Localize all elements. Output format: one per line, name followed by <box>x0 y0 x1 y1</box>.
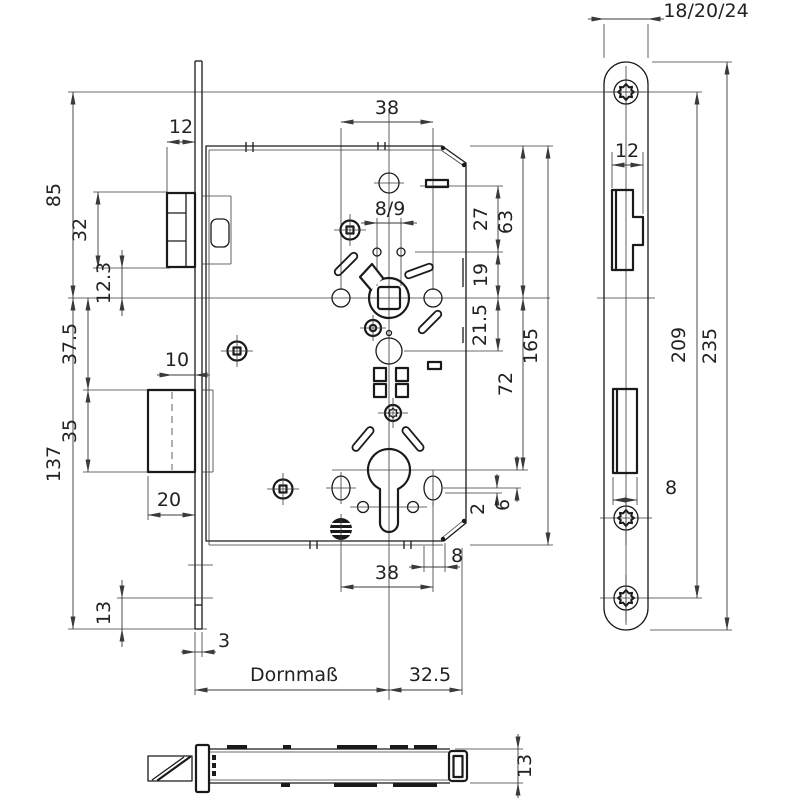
dim-20 <box>148 489 195 515</box>
dim-19 <box>470 252 498 298</box>
dim-12-latch <box>167 116 195 142</box>
faceplate-screw-mid <box>614 495 638 545</box>
dim-235 <box>699 62 727 630</box>
bolt-cutout <box>613 389 637 473</box>
adjust-screw <box>360 315 386 341</box>
dim-13-front <box>93 580 122 647</box>
dim-3 <box>181 630 230 652</box>
dim-label-13-side: 13 <box>514 753 536 779</box>
dim-label-18-20-24: 18/20/24 <box>663 0 749 22</box>
dim-label-27: 27 <box>470 206 492 232</box>
torx-screw-mid <box>378 398 408 428</box>
dim-label-63: 63 <box>495 209 517 235</box>
faceplate-dimensions <box>588 0 749 630</box>
dim-label-12-3: 12.3 <box>93 261 115 305</box>
dim-label-235: 235 <box>699 327 721 365</box>
dim-21-5 <box>469 298 498 351</box>
dim-165 <box>520 146 548 545</box>
springs <box>333 251 442 452</box>
dim-label-21-5: 21.5 <box>469 303 491 347</box>
dim-72 <box>495 298 523 470</box>
latch-bolt <box>167 193 231 267</box>
euro-cylinder-hole <box>326 449 442 545</box>
dim-6 <box>492 456 517 511</box>
dim-label-13-front: 13 <box>93 600 115 626</box>
dim-label-10: 10 <box>164 349 190 371</box>
dim-label-12-cutout: 12 <box>614 140 640 162</box>
dim-12-3 <box>93 250 122 316</box>
dim-label-8-9: 8/9 <box>374 198 406 220</box>
dim-label-35: 35 <box>59 418 81 444</box>
dim-label-12-latch: 12 <box>168 116 194 138</box>
dim-18-20-24 <box>588 0 749 22</box>
faceplate-screw-top <box>606 80 646 104</box>
dim-label-38-top: 38 <box>374 97 400 119</box>
dim-label-37-5: 37.5 <box>59 322 81 366</box>
dim-label-dornmass: Dornmaß <box>250 664 338 686</box>
side-latch-bolt <box>148 756 192 781</box>
case-screw-bottom-left <box>267 473 299 505</box>
case-tab <box>426 180 448 187</box>
dim-dornmass <box>195 664 389 690</box>
dim-label-3: 3 <box>217 630 231 652</box>
dim-27 <box>470 186 498 252</box>
dim-209 <box>668 92 697 598</box>
dim-label-2: 2 <box>467 502 489 516</box>
dim-label-165: 165 <box>520 327 542 365</box>
faceplate-screw-bottom <box>614 575 638 622</box>
dim-label-19: 19 <box>470 262 492 288</box>
latch-cutout <box>612 190 643 270</box>
case-screw-top <box>334 214 366 246</box>
front-dimensions <box>43 92 548 690</box>
dim-label-6: 6 <box>492 498 514 512</box>
dim-85 <box>43 92 73 298</box>
dim-label-32: 32 <box>69 217 91 243</box>
dim-32-5 <box>389 664 462 690</box>
side-case <box>209 745 467 787</box>
dim-label-137: 137 <box>43 445 65 483</box>
dim-label-209: 209 <box>668 326 690 364</box>
dim-63 <box>495 146 523 298</box>
dim-label-20: 20 <box>156 489 182 511</box>
case-screw-lower-left <box>221 335 253 367</box>
dim-label-32-5: 32.5 <box>408 664 452 686</box>
front-view <box>43 61 702 700</box>
dim-37-5 <box>59 298 88 390</box>
dim-label-8-front: 8 <box>450 545 464 567</box>
dim-8-cutout <box>613 477 677 500</box>
dead-bolt <box>148 390 213 472</box>
faceplate-view <box>588 0 749 630</box>
dim-label-72: 72 <box>495 371 517 397</box>
dim-38-top <box>341 97 433 122</box>
dim-38-bottom <box>341 562 433 587</box>
side-clip-bracket <box>449 751 467 781</box>
dim-8-9 <box>361 198 417 223</box>
dim-8-front <box>409 545 463 567</box>
dim-13-side <box>514 734 536 798</box>
side-case-tabs <box>212 745 437 787</box>
side-view <box>148 734 536 798</box>
dim-label-8-cutout: 8 <box>664 477 678 499</box>
dim-label-85: 85 <box>43 182 65 208</box>
faceplate-center-extension-lines <box>597 24 732 630</box>
dim-12-cutout <box>612 140 643 165</box>
dim-label-38-bottom: 38 <box>374 562 400 584</box>
side-faceplate <box>196 745 209 792</box>
slider-blocks <box>374 362 441 397</box>
